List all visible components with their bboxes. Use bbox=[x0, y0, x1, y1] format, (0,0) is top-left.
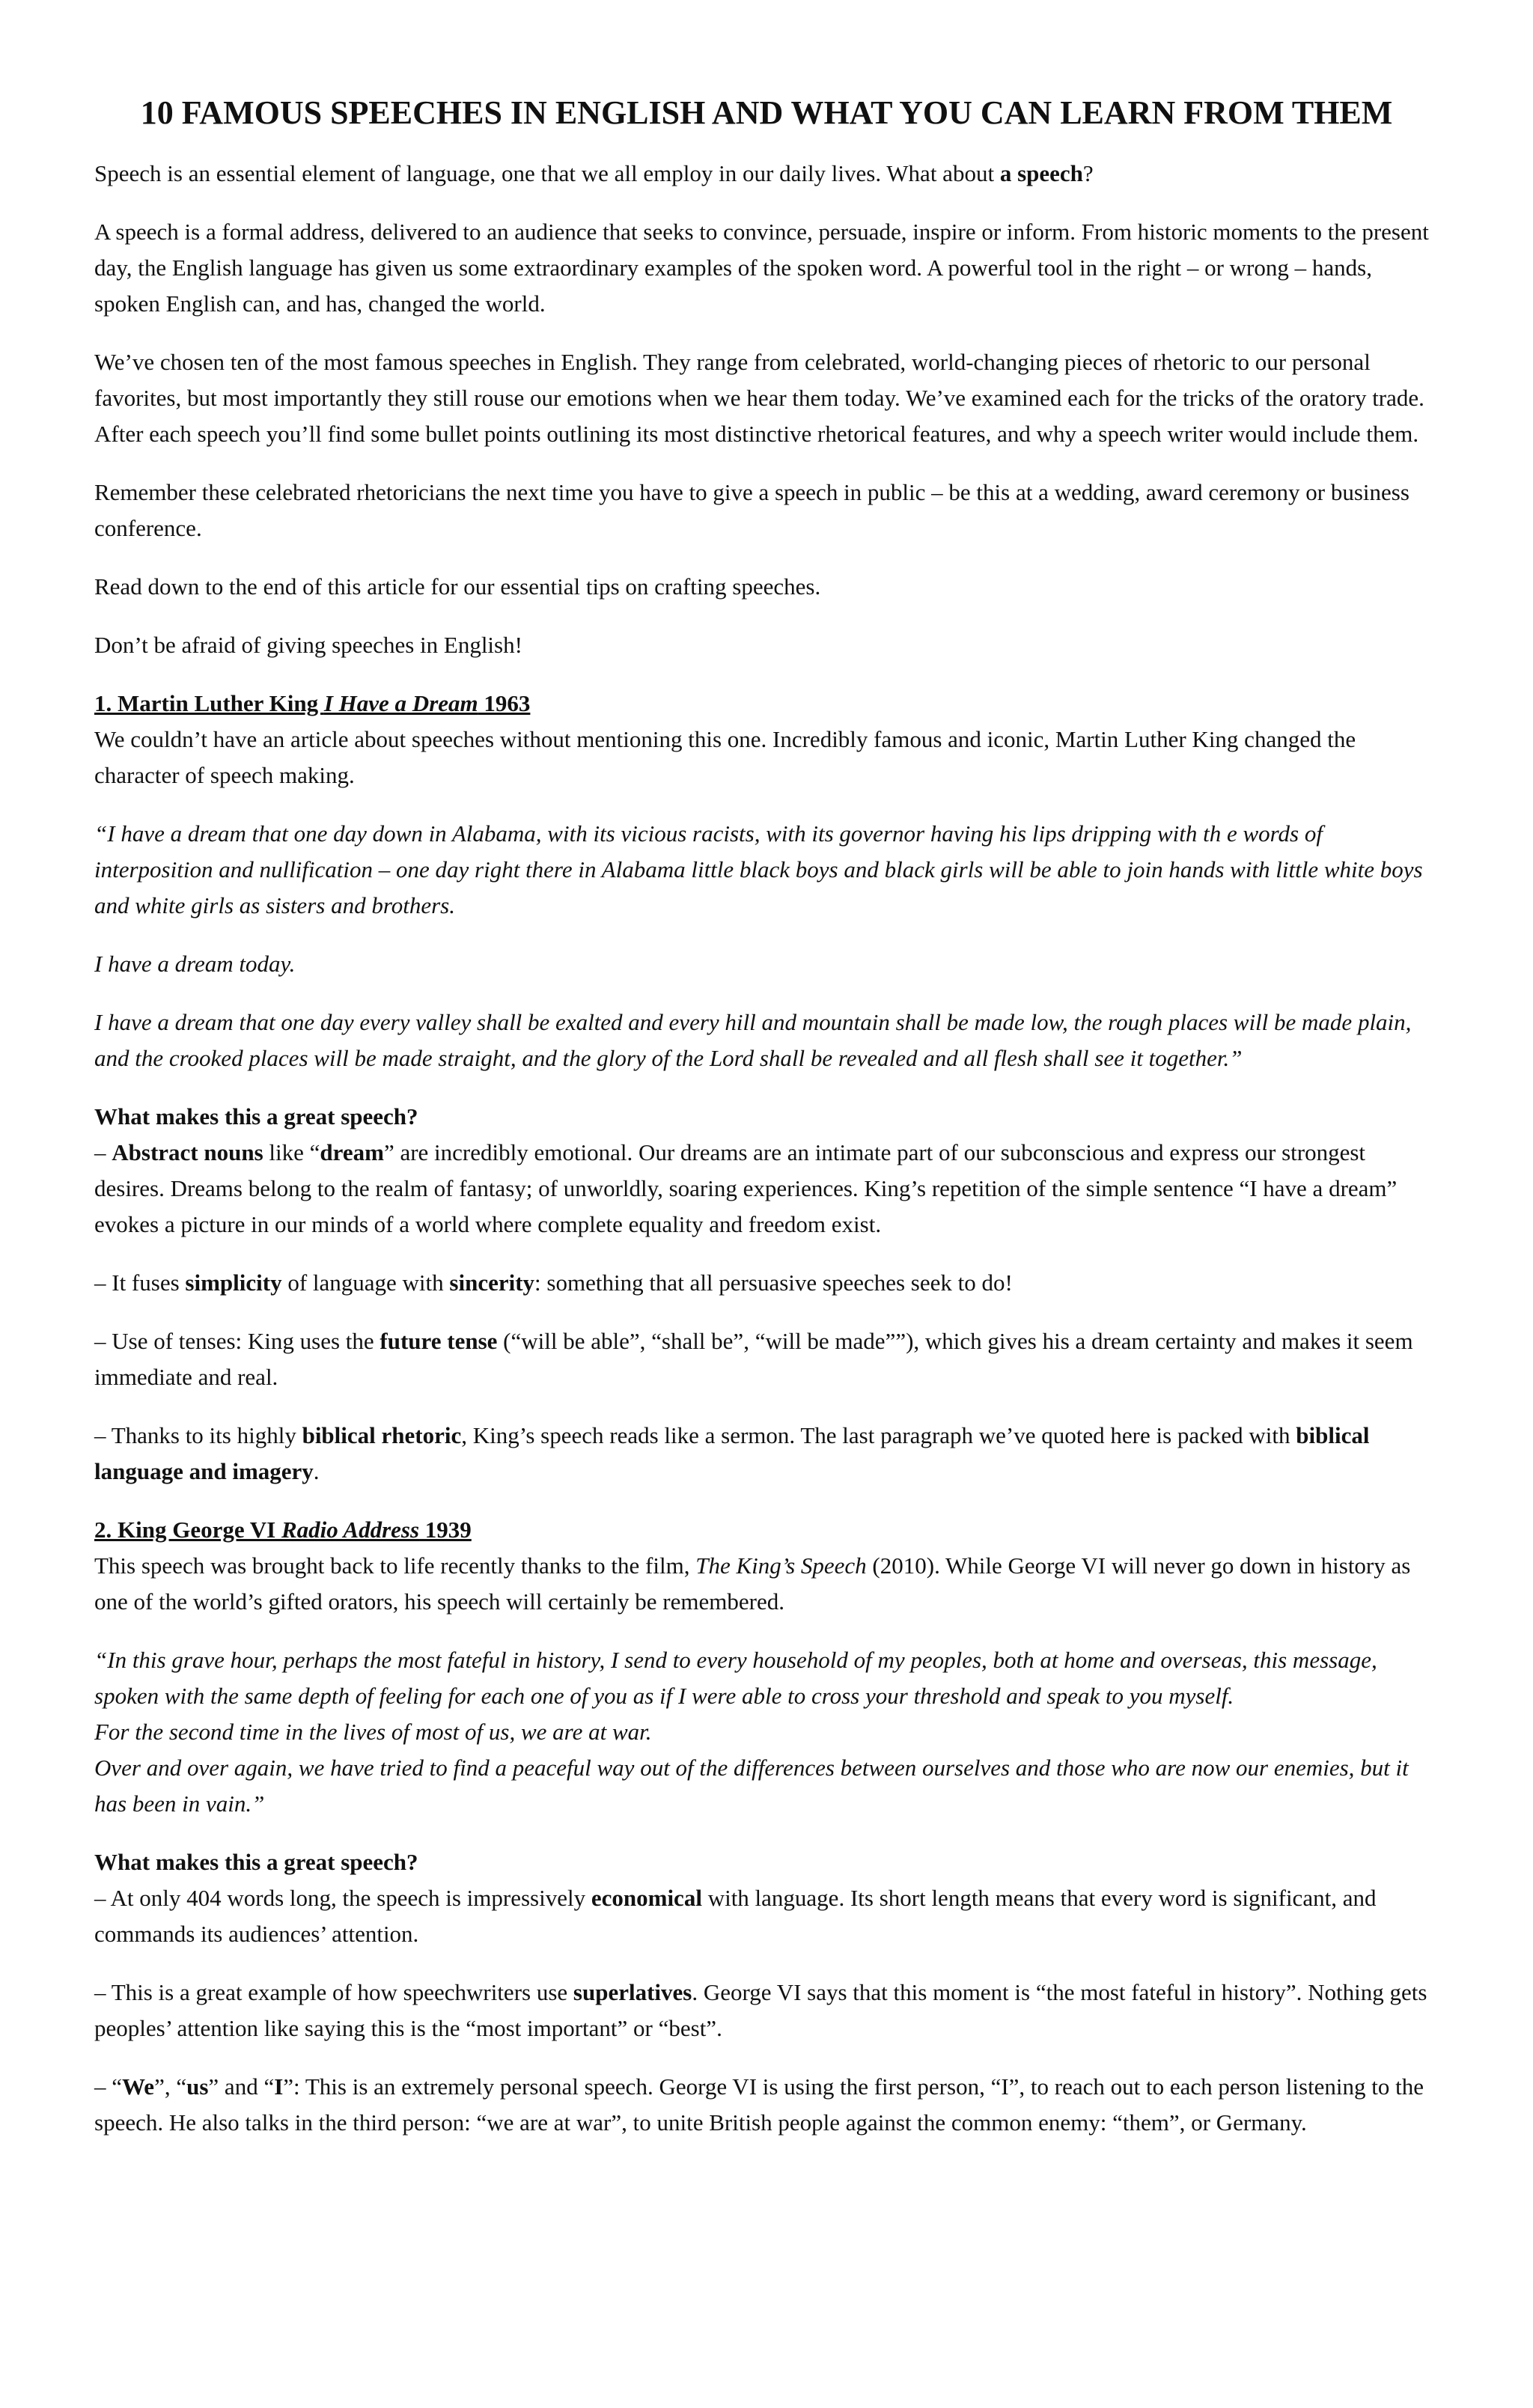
page-title: 10 FAMOUS SPEECHES IN ENGLISH AND WHAT YOU CAN LEARN FROM THEM bbox=[140, 94, 1393, 131]
section-2-heading-year: 1939 bbox=[419, 1517, 472, 1543]
s1-b2-a: – It fuses bbox=[94, 1269, 186, 1296]
s1-b4-a: – Thanks to its highly bbox=[94, 1422, 302, 1448]
s1-b3-b: (“will be able”, “shall be”, “will be made””), which gives his a dream certainty and makes it seem immediate and real. bbox=[94, 1328, 1413, 1390]
section-1-bullet-3 bbox=[94, 1323, 1439, 1395]
s2-quote-line-1: “In this grave hour, perhaps the most fateful in history, I send to every household of my peoples, both at home and overseas, this message, spoken with the same depth of feeling for each one of you as if I were able to cross your threshold and speak to you myself. bbox=[94, 1647, 1377, 1709]
intro-paragraph-2: A speech is a formal address, delivered to an audience that seeks to convince, persuade, inspire or inform. From historic moments to the present day, the English language has given us some extraordinary examples of the spoken word. A powerful tool in the right – or wrong – hands, spoken English can, and has, changed the world. bbox=[94, 219, 1429, 317]
s2-b1-b: with language. Its short length means that every word is significant, and commands its audiences’ attention. bbox=[94, 1885, 1377, 1947]
intro-paragraph-4: Remember these celebrated rhetoricians the next time you have to give a speech in public – be this at a wedding, award ceremony or business conference. bbox=[94, 479, 1409, 541]
section-1-heading-prefix: 1. Martin Luther King bbox=[94, 690, 324, 716]
section-1-quote-1: “I have a dream that one day down in Alabama, with its vicious racists, with its governor having his lips dripping with th e words of interposition and nullification – one day right there in Alabama little black boys and black girls will be able to join hands with little white boys and white girls as sisters and brothers. bbox=[94, 820, 1423, 918]
section-2 bbox=[94, 1512, 1439, 1620]
section-2-description bbox=[94, 1548, 1439, 1620]
section-2-quote bbox=[94, 1642, 1439, 1822]
section-2-heading-prefix: 2. King George VI bbox=[94, 1517, 281, 1543]
section-1-heading-year: 1963 bbox=[478, 690, 531, 716]
section-1-heading-title: I Have a Dream bbox=[323, 690, 478, 716]
section-1-bullet-1 bbox=[94, 1099, 1439, 1243]
section-2-heading-title: Radio Address bbox=[281, 1517, 420, 1543]
s2-b3-bold2: us bbox=[186, 2073, 209, 2100]
s2-b3-bold3: I bbox=[274, 2073, 284, 2100]
section-2-heading bbox=[94, 1512, 1439, 1548]
s1-b3-a: – Use of tenses: King uses the bbox=[94, 1328, 380, 1354]
section-1-quote-3: I have a dream that one day every valley shall be exalted and every hill and mountain shall be made low, the rough places will be made plain, and the crooked places will be made straight, and the glory of the Lord shall be revealed and all flesh shall see it together.” bbox=[94, 1009, 1412, 1071]
s1-b3-bold: future tense bbox=[380, 1328, 498, 1354]
s2-b3-b: ”, “ bbox=[154, 2073, 187, 2100]
s2-desc-italic: The King’s Speech bbox=[695, 1552, 867, 1579]
s1-b2-bold1: simplicity bbox=[185, 1269, 282, 1296]
s1-b2-b: of language with bbox=[281, 1269, 450, 1296]
s1-b2-bold2: sincerity bbox=[449, 1269, 535, 1296]
s1-b1-bold1: Abstract nouns bbox=[112, 1139, 263, 1165]
section-1-quote-2: I have a dream today. bbox=[94, 951, 296, 977]
s2-desc-b: (2010). While George VI will never go down in history as one of the world’s gifted orators, his speech will certainly be remembered. bbox=[94, 1552, 1411, 1615]
intro-p1-text: Speech is an essential element of language, one that we all employ in our daily lives. What about bbox=[94, 160, 1000, 186]
section-1-heading bbox=[94, 686, 1439, 722]
section-2-bullet-3 bbox=[94, 2069, 1439, 2141]
section-2-bullet-1 bbox=[94, 1844, 1439, 1952]
intro-paragraph-3: We’ve chosen ten of the most famous speeches in English. They range from celebrated, world-changing pieces of rhetoric to our personal favorites, but most importantly they still rouse our emotions when we hear them today. We’ve examined each for the tricks of the oratory trade. After each speech you’ll find some bullet points outlining its most distinctive rhetorical features, and why a speech writer would include them. bbox=[94, 349, 1424, 447]
intro-p1-end: ? bbox=[1082, 160, 1094, 186]
s2-desc-a: This speech was brought back to life recently thanks to the film, bbox=[94, 1552, 696, 1579]
intro-p1-bold: a speech bbox=[999, 160, 1083, 186]
s1-b4-bold2: biblical language and imagery bbox=[94, 1422, 1370, 1484]
intro-paragraph-6: Don’t be afraid of giving speeches in English! bbox=[94, 632, 522, 658]
s2-b2-b: . George VI says that this moment is “the most fateful in history”. Nothing gets peoples’ attention like saying this is the “most important” or “best”. bbox=[94, 1979, 1427, 2041]
intro-paragraph-1 bbox=[94, 156, 1439, 192]
s1-b1-c: ” are incredibly emotional. Our dreams are an intimate part of our subconscious and express our strongest desires. Dreams belong to the realm of fantasy; of unworldly, soaring experiences. King’s repetition of the simple sentence “I have a dream” evokes a picture in our minds of a world where complete equality and freedom exist. bbox=[94, 1139, 1398, 1237]
s2-b2-bold: superlatives bbox=[573, 1979, 692, 2005]
section-1 bbox=[94, 686, 1439, 793]
s1-b4-b: , King’s speech reads like a sermon. The last paragraph we’ve quoted here is packed with bbox=[461, 1422, 1296, 1448]
section-1-bullet-2 bbox=[94, 1265, 1439, 1301]
s1-b1-b: like “ bbox=[263, 1139, 320, 1165]
s1-b2-c: : something that all persuasive speeches seek to do! bbox=[534, 1269, 1013, 1296]
s1-b4-c: . bbox=[313, 1458, 320, 1484]
s2-b2-a: – This is a great example of how speechwriters use bbox=[94, 1979, 573, 2005]
s2-quote-line-2: For the second time in the lives of most of us, we are at war. bbox=[94, 1719, 652, 1745]
s1-b1-a: – bbox=[94, 1139, 112, 1165]
section-1-bullet-4 bbox=[94, 1418, 1439, 1490]
s1-b1-bold2: dream bbox=[320, 1139, 384, 1165]
s1-b4-bold1: biblical rhetoric bbox=[302, 1422, 462, 1448]
section-2-bullet-2 bbox=[94, 1975, 1439, 2046]
s2-b3-a: – “ bbox=[94, 2073, 123, 2100]
s2-b3-bold1: We bbox=[122, 2073, 155, 2100]
section-1-analysis-heading: What makes this a great speech? bbox=[94, 1103, 418, 1130]
s2-b3-d: ”: This is an extremely personal speech. George VI is using the first person, “I”, to reach out to each person listening to the speech. He also talks in the third person: “we are at war”, to unite British people against the common enemy: “them”, or Germany. bbox=[94, 2073, 1424, 2136]
s2-b3-c: ” and “ bbox=[208, 2073, 275, 2100]
section-1-description: We couldn’t have an article about speeches without mentioning this one. Incredibly famous and iconic, Martin Luther King changed the character of speech making. bbox=[94, 726, 1356, 788]
s2-quote-line-3: Over and over again, we have tried to find a peaceful way out of the differences between ourselves and those who are now our enemies, but it has been in vain.” bbox=[94, 1755, 1409, 1817]
intro-paragraph-5: Read down to the end of this article for our essential tips on crafting speeches. bbox=[94, 573, 821, 600]
section-2-analysis-heading: What makes this a great speech? bbox=[94, 1849, 418, 1875]
s2-b1-bold: economical bbox=[591, 1885, 702, 1911]
s2-b1-a: – At only 404 words long, the speech is impressively bbox=[94, 1885, 591, 1911]
